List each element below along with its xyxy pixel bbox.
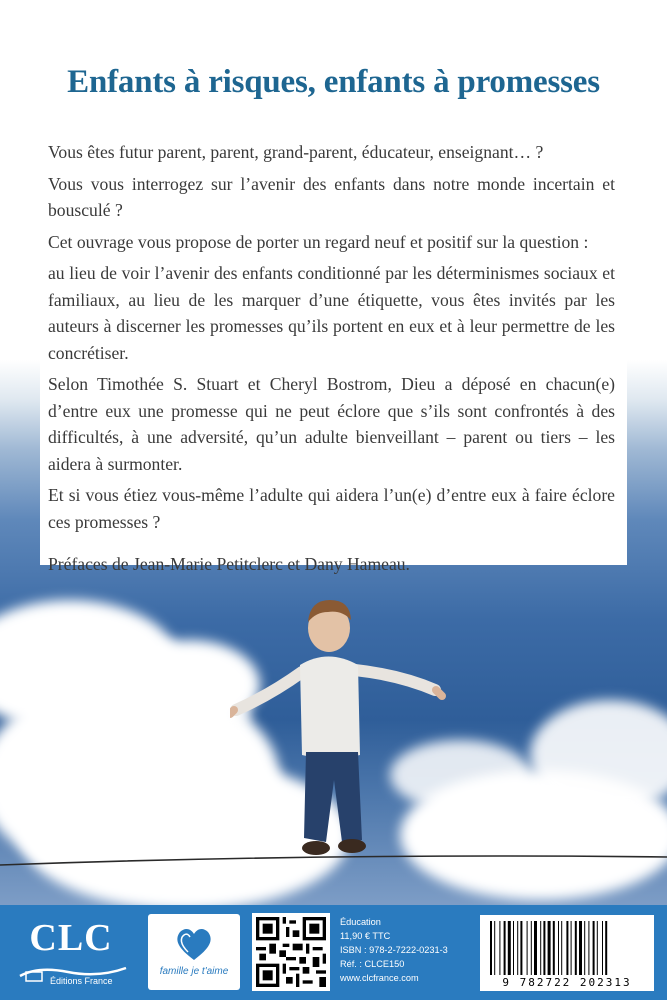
barcode xyxy=(480,915,654,991)
prefaces-line: Préfaces de Jean-Marie Petitclerc et Dany Hameau. xyxy=(48,554,410,574)
publisher-subtitle: Éditions France xyxy=(50,976,113,986)
reference-label: Réf. : CLCE150 xyxy=(340,959,405,969)
barcode-bar xyxy=(540,921,541,975)
barcode-bar xyxy=(504,921,506,975)
barcode-bars-icon xyxy=(488,921,646,975)
paragraph: Et si vous étiez vous-même l’adulte qui aidera l’un(e) d’entre eux à faire éclore ces promesses ? xyxy=(48,485,615,532)
barcode-bar xyxy=(593,921,595,975)
barcode-bar xyxy=(575,921,577,975)
barcode-bar xyxy=(561,921,562,975)
barcode-bar xyxy=(597,921,598,975)
qr-code xyxy=(252,913,330,991)
website-link[interactable]: www.clcfrance.com xyxy=(340,973,419,983)
barcode-bar xyxy=(602,921,603,975)
paragraph: au lieu de voir l’avenir des enfants conditionné par les déterminismes sociaux et familiaux, au lieu de les marquer d’une étiquette, vous êtes invités par les auteurs à discerner les promesses qu’ils portent en eux et à leur permettre de les concrétiser. xyxy=(48,263,615,363)
barcode-bar xyxy=(584,921,585,975)
barcode-number: 9 782722 202313 xyxy=(502,976,632,989)
qr-code-icon xyxy=(256,917,326,987)
paragraph: Selon Timothée S. Stuart et Cheryl Bostrom, Dieu a déposé en chacun(e) d’entre eux une promesse qui ne peut éclore que s’ils sont confrontés à des difficultés, à une adversité, qu’un adulte bienveillant – parent ou tiers – les aidera à surmonter. xyxy=(48,374,615,474)
publisher-logo xyxy=(10,916,132,991)
book-title: Enfants à risques, enfants à promesses xyxy=(67,64,600,100)
barcode-bar xyxy=(520,921,522,975)
barcode-bar xyxy=(553,921,555,975)
paragraph: Cet ouvrage vous propose de porter un regard neuf et positif sur la question : xyxy=(48,231,589,252)
paragraph: Vous vous interrogez sur l’avenir des enfants dans notre monde incertain et bousculé ? xyxy=(48,173,615,220)
famille-logo-text: famille je t'aime xyxy=(159,966,229,977)
barcode-bar xyxy=(548,921,551,975)
barcode-bar xyxy=(527,921,528,975)
publisher-logo-text: CLC xyxy=(29,917,113,959)
back-cover-text xyxy=(40,128,627,574)
hearts-icon xyxy=(174,922,214,964)
barcode-bar xyxy=(534,921,537,975)
barcode-bar xyxy=(517,921,518,975)
famille-logo xyxy=(148,914,240,990)
barcode-bar xyxy=(513,921,514,975)
barcode-bar xyxy=(508,921,511,975)
boy-on-tightrope-illustration xyxy=(230,580,450,880)
barcode-bar xyxy=(571,921,572,975)
price-label: 11,90 € TTC xyxy=(340,931,391,941)
barcode-bar xyxy=(494,921,495,975)
barcode-bar xyxy=(588,921,589,975)
barcode-bar xyxy=(558,921,559,975)
barcode-bar xyxy=(579,921,582,975)
barcode-bar xyxy=(605,921,607,975)
category-label: Éducation xyxy=(340,917,381,927)
barcode-bar xyxy=(531,921,532,975)
barcode-bar xyxy=(543,921,545,975)
book-metadata xyxy=(340,915,448,985)
paragraph: Vous êtes futur parent, parent, grand-parent, éducateur, enseignant… ? xyxy=(48,142,544,162)
barcode-bar xyxy=(490,921,492,975)
barcode-bar xyxy=(499,921,500,975)
isbn-label: ISBN : 978-2-7222-0231-3 xyxy=(340,945,448,955)
barcode-bar xyxy=(566,921,568,975)
